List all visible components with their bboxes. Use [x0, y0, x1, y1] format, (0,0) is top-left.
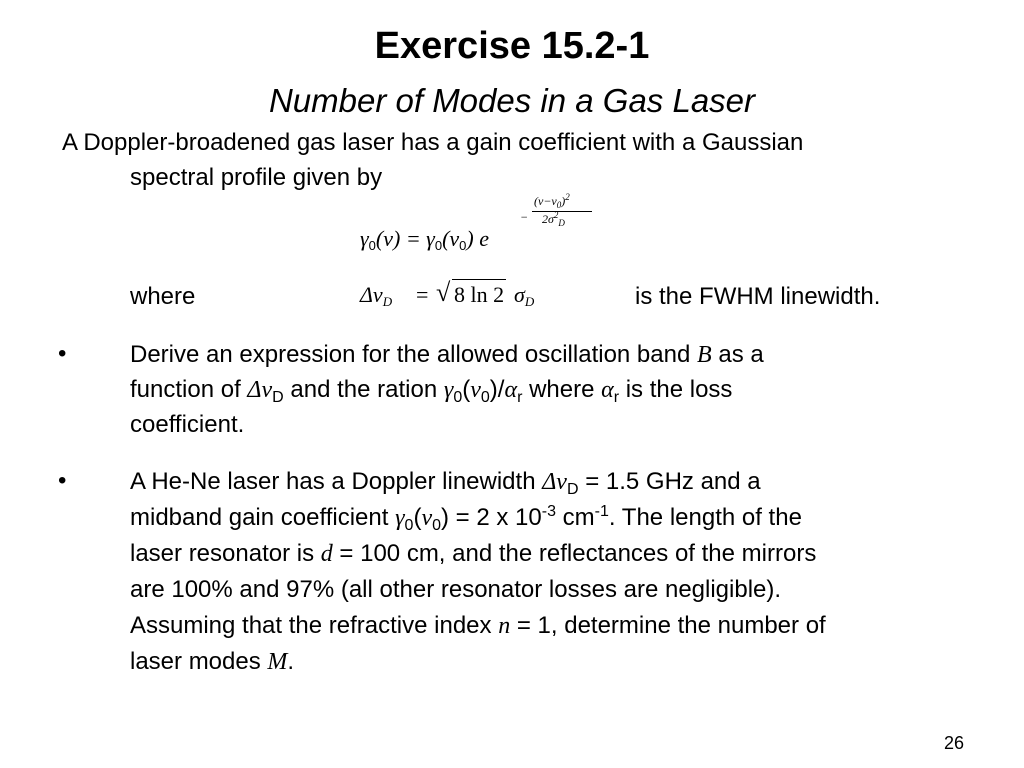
eq1-sub-2: 0	[434, 238, 443, 253]
b2l1c: D	[566, 481, 579, 498]
b1l2c: D	[272, 389, 284, 406]
eq2-sigma	[514, 282, 534, 308]
slide-title: Exercise 15.2-1	[374, 25, 650, 67]
eq1-sub: 0	[368, 238, 376, 253]
b1l2e: γ	[443, 377, 454, 403]
exp-den-sup: 2	[553, 210, 559, 220]
b1l2n: α	[601, 377, 614, 403]
eq1-sub-3: 0	[459, 238, 467, 253]
b2l5c: = 1, determine the number of	[510, 612, 826, 639]
b1l2f: 0	[453, 389, 463, 406]
b1l2p: is the loss	[619, 376, 733, 403]
page-number: 26	[943, 733, 964, 753]
b2l3c: = 100 cm, and the reflectances of the mirrors	[332, 540, 817, 567]
eq2-lhs-text: Δν	[360, 282, 383, 307]
intro-line-2: spectral profile given by	[130, 164, 383, 191]
b2l2f: 0	[432, 517, 442, 534]
exp-num-sup: 2	[565, 192, 570, 202]
gain-profile-equation	[360, 192, 600, 258]
b2l1a: A He-Ne laser has a Doppler linewidth	[130, 468, 543, 495]
bullet-2-line-5	[130, 611, 826, 641]
b2l6c: .	[287, 648, 295, 675]
b1l2a: function of	[130, 376, 248, 403]
eq1-arg-2a: (ν	[442, 226, 460, 251]
eq2-radicand: 8 ln 2	[454, 282, 505, 307]
slide-subtitle: Number of Modes in a Gas Laser	[268, 82, 756, 119]
radical-icon: √	[436, 278, 451, 307]
b1l2h: ν	[470, 377, 481, 403]
exp-num-sub: 0	[556, 200, 562, 210]
eq2-lhs	[360, 282, 392, 308]
bullet-1-line-1	[130, 340, 764, 370]
linewidth-equation	[360, 278, 600, 314]
b2l2k: . The length of the	[608, 504, 802, 531]
bullet-1-marker: •	[58, 340, 67, 367]
bullet-1-line-3: coefficient.	[130, 411, 245, 438]
b1l2m: where	[522, 376, 602, 403]
bullet-2-line-3	[130, 539, 816, 569]
bullet-1-line-2	[130, 375, 732, 405]
b2l2j: -1	[594, 503, 609, 520]
exp-num-b: )	[561, 194, 566, 208]
b2l5b: n	[498, 613, 511, 639]
b2l1d: = 1.5 GHz and a	[578, 468, 761, 495]
b2l5a: Assuming that the refractive index	[130, 612, 499, 639]
eq2-equals: =	[416, 282, 429, 307]
b2l3a: laser resonator is	[130, 540, 321, 567]
fwhm-text: is the FWHM linewidth.	[635, 283, 881, 310]
b2l1b: Δν	[542, 469, 567, 495]
b2l2b: γ	[395, 505, 405, 531]
intro-line-1: A Doppler-broadened gas laser has a gain coefficient with a Gaussian	[62, 129, 804, 156]
radical-overline	[452, 279, 506, 280]
bullet-2-line-2	[130, 503, 802, 533]
eq2-sigma-sub: D	[524, 294, 535, 309]
b1l1b: B	[697, 342, 712, 368]
bullet-2-line-6	[130, 647, 294, 677]
b2l2a: midband gain coefficient	[130, 504, 396, 531]
bullet-2-line-1	[130, 467, 761, 497]
b1l2b: Δν	[247, 377, 273, 403]
b1l2g: (	[462, 376, 471, 403]
b1l2l: r	[517, 389, 523, 406]
exp-num-a: (ν−ν	[534, 194, 557, 208]
b1l2j: )/	[489, 376, 505, 403]
where-label: where	[130, 283, 196, 310]
eq1-gamma-2: γ	[426, 226, 435, 251]
eq1-gamma: γ	[360, 226, 369, 251]
eq1-arg: (ν) =	[375, 226, 427, 251]
eq1-arg-2b: ) e	[466, 226, 489, 251]
b2l2h: -3	[541, 503, 556, 520]
eq2-lhs-sub: D	[382, 294, 393, 309]
b1l2i: 0	[480, 389, 490, 406]
exp-den-sub: D	[558, 218, 565, 228]
exp-den-a: 2σ	[542, 212, 554, 226]
b2l2i: cm	[555, 504, 595, 531]
bullet-2-marker: •	[58, 467, 67, 494]
b2l2d: (	[413, 504, 422, 531]
b1l2o: r	[613, 389, 620, 406]
b1l1c: as a	[711, 341, 764, 368]
bullet-2-line-4: are 100% and 97% (all other resonator losses are negligible).	[130, 576, 782, 603]
b2l6b: M	[267, 649, 288, 675]
b1l1a: Derive an expression for the allowed oscillation band	[130, 341, 697, 368]
b2l2c: 0	[404, 517, 414, 534]
b2l3b: d	[320, 541, 333, 567]
exponent-denominator	[542, 212, 565, 227]
b2l2g: ) = 2 x 10	[441, 504, 542, 531]
b2l6a: laser modes	[130, 648, 268, 675]
b1l2k: α	[504, 377, 518, 403]
b1l2d: and the ration	[283, 376, 444, 403]
b2l2e: ν	[421, 505, 433, 531]
exponent-minus: −	[520, 210, 529, 224]
exponent-numerator	[534, 194, 570, 209]
eq2-sigma-text: σ	[514, 282, 525, 307]
